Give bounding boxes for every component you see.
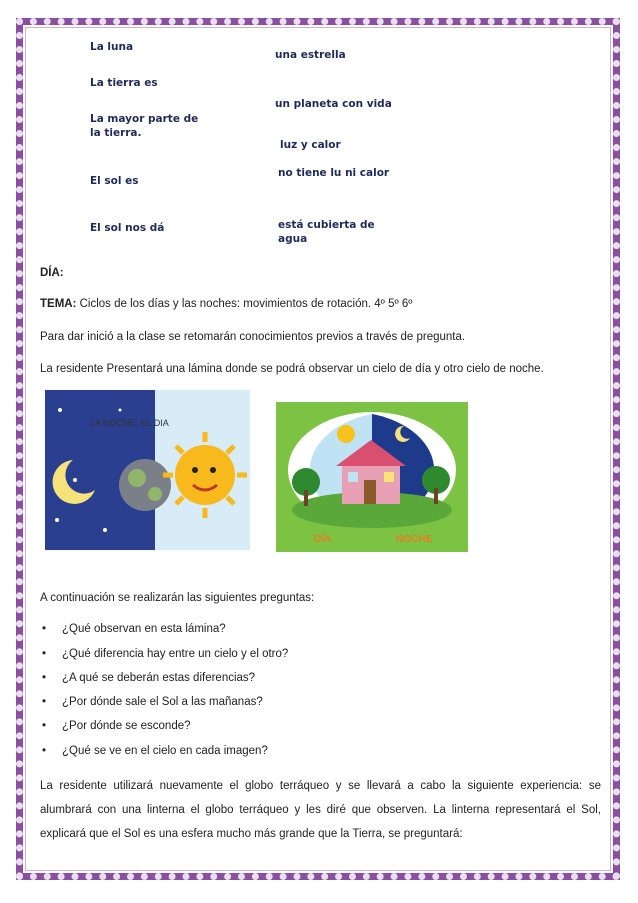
lamina-text: La residente Presentará una lámina donde se podrá observar un cielo de día y otro cielo de noche. <box>40 363 544 375</box>
match-left-5: El sol nos dá <box>90 222 165 234</box>
question-item: • ¿Qué diferencia hay entre un cielo y el otro? <box>62 648 288 660</box>
question-item: • ¿Qué se ve en el cielo en cada imagen? <box>62 745 268 757</box>
match-right-3: luz y calor <box>280 139 341 151</box>
question-item: • ¿Por dónde se esconde? <box>62 720 191 732</box>
tema-line <box>40 297 412 312</box>
day-label: DÍA <box>314 534 332 545</box>
intro-text: Para dar inició a la clase se retomarán conocimientos previos a través de pregunta. <box>40 331 466 343</box>
night-label: NOCHE <box>396 534 433 545</box>
match-right-4: no tiene lu ni calor <box>278 167 390 179</box>
tema-label: TEMA: <box>40 298 77 310</box>
question-item: • ¿Qué observan en esta lámina? <box>62 623 226 635</box>
night-day-title: LA NOCHE, EL DIA <box>90 418 169 428</box>
night-day-illustration <box>45 390 250 550</box>
dia-label: DÍA: <box>40 267 64 279</box>
tema-text: Ciclos de los días y las noches: movimientos de rotación. 4º 5º 6º <box>76 298 413 310</box>
match-left-3: La mayor parte de la tierra. <box>90 113 199 139</box>
match-left-1: La luna <box>90 41 134 53</box>
match-left-4: El sol es <box>90 175 139 187</box>
match-right-5: está cubierta de agua <box>278 219 375 245</box>
match-right-1: una estrella <box>275 49 346 61</box>
question-item: • ¿A qué se deberán estas diferencias? <box>62 672 255 684</box>
match-right-2: un planeta con vida <box>275 98 392 110</box>
questions-intro: A continuación se realizarán las siguientes preguntas: <box>40 592 315 604</box>
day-night-house-illustration <box>276 402 468 552</box>
match-left-2: La tierra es <box>90 77 158 89</box>
question-item: • ¿Por dónde sale el Sol a las mañanas? <box>62 696 263 708</box>
closing-paragraph: La residente utilizará nuevamente el globo terráqueo y se llevará a cabo la siguiente experiencia: se alumbrará con una linterna el globo terráqueo y les diré que observen. La linterna representará el Sol, explicará que el Sol es una esfera mucho más grande que la Tierra, se preguntará: <box>40 780 601 840</box>
